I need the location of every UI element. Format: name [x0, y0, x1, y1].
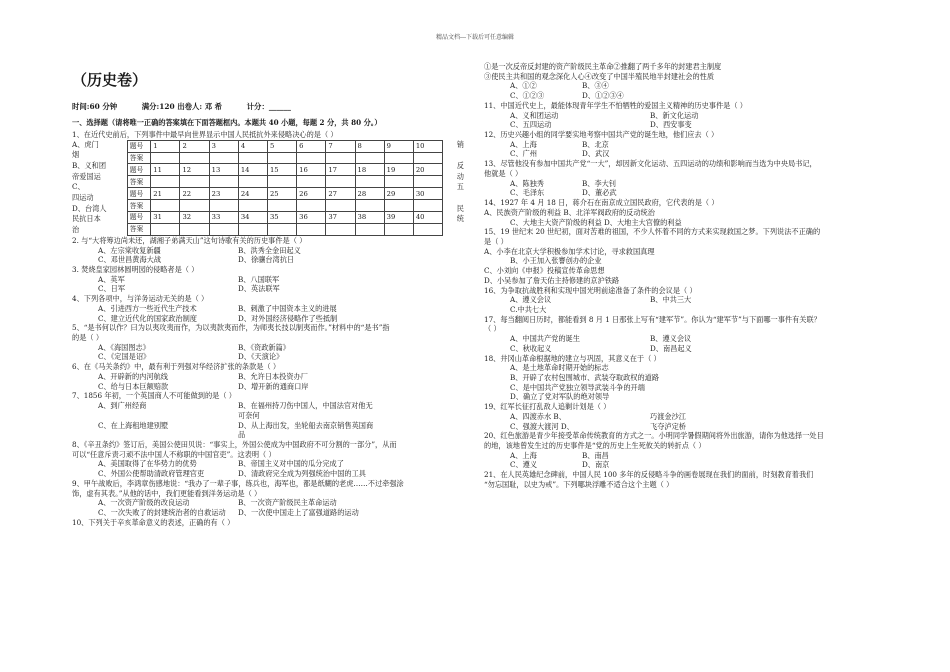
- answer-cell[interactable]: [151, 152, 180, 164]
- option-row: [72, 401, 464, 420]
- answer-option: B、帝国主义对中国的瓜分完成了: [238, 459, 344, 469]
- page-header-note: 精品文档---下载后可任意编辑: [435, 34, 515, 41]
- answer-cell[interactable]: [413, 176, 442, 188]
- answer-cell[interactable]: [180, 176, 209, 188]
- answer-table-cell: 27: [326, 188, 355, 200]
- answer-cell[interactable]: [209, 176, 238, 188]
- question-line: 21、在人民英雄纪念碑前，中国人民 100 多年的反侵略斗争的画卷展现在我们的面前，时刻教育着我们: [484, 470, 814, 480]
- answer-option: D、《天演论》: [238, 352, 284, 362]
- answer-cell[interactable]: [297, 223, 326, 235]
- answer-table-cell: 9: [384, 140, 413, 152]
- question-1-option-fragment: 销: [456, 139, 464, 149]
- answer-table-cell: 8: [355, 140, 384, 152]
- answer-option: A、遵义会议: [510, 295, 552, 305]
- option-row: [484, 305, 884, 315]
- answer-cell[interactable]: [180, 200, 209, 212]
- answer-table-cell: 1: [151, 140, 180, 152]
- answer-option: C.中共七大: [510, 304, 547, 314]
- exam-meta: [72, 102, 464, 112]
- option-line: D、确立了党对军队的绝对领导: [510, 392, 610, 402]
- question-line: 7、1856 年初，一个英国商人不可能做到的是（ ）: [72, 391, 236, 401]
- question-line: 4、下列各项中，与洋务运动无关的是（ ）: [72, 294, 209, 304]
- option-row: [484, 422, 884, 432]
- answer-table-cell: 10: [413, 140, 442, 152]
- question-1-option-fragment: D、台湾人: [72, 203, 107, 213]
- question-line: C、小刘向《申报》投稿宣传革命思想: [484, 266, 605, 276]
- answer-option: C、五四运动: [510, 120, 552, 130]
- answer-option: A、中国共产党的诞生: [510, 334, 580, 344]
- option-row: [72, 304, 464, 314]
- question-1-option-fragment: 反: [456, 161, 464, 171]
- answer-option: B、允许日本投资办厂: [238, 371, 308, 381]
- option-row: [484, 91, 884, 101]
- answer-option: [650, 305, 790, 315]
- answer-option: D、徐骧台湾抗日: [238, 255, 295, 265]
- answer-table-cell: 14: [238, 164, 267, 176]
- answer-table-cell: 12: [180, 164, 209, 176]
- answer-table-cell: 28: [355, 188, 384, 200]
- answer-table-cell: 题号: [127, 212, 151, 224]
- answer-table-cell: 6: [297, 140, 326, 152]
- answer-option: B、新文化运动: [650, 110, 699, 120]
- answer-cell[interactable]: [297, 176, 326, 188]
- answer-cell[interactable]: [326, 200, 355, 212]
- question-line: 16、为争取抗战胜利和实现中国光明前途准备了条件的会议是（ ）: [484, 285, 697, 295]
- question-line: “勿忘国耻，以史为戒”。下列哪块浮雕不适合这个主题（ ）: [484, 479, 674, 489]
- option-row: [484, 120, 884, 130]
- question-1-option-fragment: 统: [456, 214, 464, 224]
- option-row: [484, 295, 884, 305]
- option-row: [72, 508, 464, 518]
- answer-option: B、一次资产阶级民主革命运动: [238, 498, 337, 508]
- question-line: 10、下列关于辛亥革命意义的表述，正确的有（ ）: [72, 517, 235, 527]
- option-row: [72, 382, 464, 392]
- answer-cell[interactable]: [267, 200, 296, 212]
- answer-table-cell: 7: [326, 140, 355, 152]
- question-1-option-fragment: 民: [456, 203, 464, 213]
- answer-table-cell: 29: [384, 188, 413, 200]
- option-row: [72, 246, 464, 256]
- option-row: [72, 343, 464, 353]
- answer-cell[interactable]: [384, 200, 413, 212]
- answer-option: A、美国取得了在华势力的优势: [98, 459, 197, 469]
- answer-option: 巧渡金沙江: [650, 411, 686, 421]
- question-1-option-fragment: B、义和团: [72, 161, 107, 171]
- answer-cell[interactable]: [413, 223, 442, 235]
- option-row: [484, 111, 884, 121]
- answer-table-cell: 40: [413, 212, 442, 224]
- option-row: [72, 469, 464, 479]
- answer-option: B、遵义会议: [650, 334, 692, 344]
- option-line: B、开辟了农村包围城市、武装夺取政权的道路: [510, 373, 660, 382]
- left-questions: [72, 236, 464, 528]
- answer-cell[interactable]: [297, 152, 326, 164]
- question-1-stem: 1、在近代史前后，下列事件中最早向世界显示中国人民抵抗外来侵略决心的是（ ）: [72, 129, 338, 139]
- answer-option: C、《定国是诏》: [98, 352, 151, 362]
- question-1-option-fragment: 烟: [72, 150, 80, 160]
- answer-option: B、刺激了中国资本主义的进展: [238, 303, 337, 313]
- answer-table-cell: 3: [209, 140, 238, 152]
- answer-option: B、李大钊: [582, 178, 617, 188]
- option-row: [72, 459, 464, 469]
- option-row: [72, 275, 464, 285]
- option-row: [484, 81, 884, 91]
- option-row: [72, 372, 464, 382]
- option-row: [72, 352, 464, 362]
- exam-grade: 计分：______: [246, 102, 292, 112]
- option-row: [72, 498, 464, 508]
- answer-cell[interactable]: [209, 200, 238, 212]
- answer-option: C、邓世昌黄海大战: [98, 255, 162, 265]
- option-row: [484, 179, 884, 189]
- answer-option: C、毛泽东: [510, 188, 545, 198]
- answer-table-cell: 38: [355, 212, 384, 224]
- question-line: 15、19 世纪末 20 世纪初，面对苦难的祖国，不少人怀着不同的方式来实现救国之梦。下列说法不正确的: [484, 227, 821, 237]
- answer-option: C、一次失败了的封建统治者的自救运动: [98, 507, 226, 517]
- answer-table-cell: 25: [267, 188, 296, 200]
- answer-table-row: [127, 223, 442, 235]
- exam-time: 时间:60 分钟: [72, 102, 118, 112]
- question-line: 他就是（ ）: [484, 168, 523, 178]
- question-line: 3. 焚烧皇家园林圆明园的侵略者是（ ）: [72, 265, 199, 275]
- option-line: C、是中国共产党独立领导武装斗争的开端: [510, 382, 645, 392]
- option-row: [484, 460, 884, 470]
- answer-table-row: [127, 212, 442, 224]
- left-column: [72, 70, 464, 527]
- answer-option: A、上海: [510, 450, 537, 460]
- answer-table-row: [127, 140, 442, 152]
- answer-cell[interactable]: [326, 223, 355, 235]
- answer-table-cell: 24: [238, 188, 267, 200]
- exam-title: （历史卷）: [72, 71, 148, 89]
- answer-option: B、北京: [582, 139, 609, 149]
- answer-table-cell: 5: [267, 140, 296, 152]
- answer-table-cell: 22: [180, 188, 209, 200]
- question-line: 17、每当翻阅日历时，都能看到 8 月 1 日那张上写有“建军节”。你认为“建军节”与下面哪一事件有关联？: [484, 314, 821, 324]
- question-line: A、小李在北京大学积极参加学术讨论，寻求救国真理: [484, 246, 655, 256]
- answer-option: D、对外国经济侵略作了些抵制: [238, 313, 338, 323]
- answer-option: A、上海: [510, 139, 537, 149]
- answer-option: B、南昌: [582, 450, 609, 460]
- option-row: [484, 188, 884, 198]
- answer-table-cell: 34: [238, 212, 267, 224]
- answer-table-cell: 题号: [127, 140, 151, 152]
- answer-cell[interactable]: [238, 223, 267, 235]
- answer-table-cell: 2: [180, 140, 209, 152]
- option-row: [484, 451, 884, 461]
- answer-table-cell: 答案: [127, 176, 151, 188]
- answer-cell[interactable]: [180, 223, 209, 235]
- answer-table-cell: 4: [238, 140, 267, 152]
- answer-option: D、西安事变: [650, 120, 692, 130]
- question-line: ③使民主共和国的观念深化人心④改变了中国半殖民地半封建社会的性质: [484, 71, 715, 81]
- answer-cell[interactable]: [238, 200, 267, 212]
- answer-table-cell: 36: [297, 212, 326, 224]
- answer-table-cell: 33: [209, 212, 238, 224]
- answer-option: B、洪秀全金田起义: [238, 245, 301, 255]
- answer-cell[interactable]: [151, 200, 180, 212]
- option-line: B、小王加入张謇创办的企业: [510, 256, 602, 266]
- answer-option: A、到广州经商: [98, 401, 147, 411]
- answer-table-cell: 39: [384, 212, 413, 224]
- question-1-option-fragment: 帝爱国运: [72, 171, 101, 181]
- answer-cell[interactable]: [326, 152, 355, 164]
- answer-option: A、陈独秀: [510, 178, 544, 188]
- answer-table-cell: 37: [326, 212, 355, 224]
- question-line: 14、1927 年 4 月 18 日，蒋介石在南京成立国民政府，它代表的是（ ）: [484, 198, 719, 208]
- option-line: A、是土地革命时期开始的标志: [510, 363, 609, 373]
- answer-cell[interactable]: [180, 152, 209, 164]
- option-row: [484, 412, 884, 422]
- answer-table-cell: 17: [326, 164, 355, 176]
- answer-option: B、八国联军: [238, 274, 280, 284]
- answer-table-cell: 题号: [127, 164, 151, 176]
- answer-table-row: [127, 188, 442, 200]
- answer-option: C、强渡大渡河 D、: [510, 421, 574, 431]
- answer-table-cell: 答案: [127, 152, 151, 164]
- answer-table-cell: 21: [151, 188, 180, 200]
- question-line: 饰，虚有其表。”从他的话中，我们更能看到洋务运动是（ ）: [72, 488, 262, 498]
- answer-option: A、①②: [510, 81, 537, 91]
- answer-option: 飞夺泸定桥: [650, 421, 686, 431]
- answer-cell[interactable]: [384, 176, 413, 188]
- answer-option: A、义和团运动: [510, 110, 559, 120]
- answer-option: C、给与日本巨额赔款: [98, 381, 169, 391]
- answer-cell[interactable]: [267, 176, 296, 188]
- answer-cell[interactable]: [355, 176, 384, 188]
- answer-table-cell: 答案: [127, 223, 151, 235]
- question-line: （ ）: [484, 324, 501, 334]
- answer-cell[interactable]: [413, 200, 442, 212]
- answer-cell[interactable]: [267, 152, 296, 164]
- question-1-option-fragment: 民抗日本: [72, 214, 101, 224]
- answer-option: C、广州: [510, 149, 538, 159]
- question-1-option-fragment: [445, 150, 464, 161]
- question-line: 19、红军长征打乱敌人追剿计划是（ ）: [484, 402, 611, 412]
- exam-score: 满分:120 出卷人: 邓 希: [141, 102, 223, 112]
- answer-table-cell: 30: [413, 188, 442, 200]
- answer-table-cell: 23: [209, 188, 238, 200]
- question-line: ①是一次反帝反封建的资产阶级民主革命②推翻了两千多年的封建君主制度: [484, 62, 722, 71]
- question-line: 6、在《马关条约》中，最有利于列强对华经济扩张的条款是（ ）: [72, 362, 281, 372]
- answer-cell[interactable]: [326, 176, 355, 188]
- answer-table-row: [127, 176, 442, 188]
- answer-option: D、南京: [582, 460, 610, 470]
- question-1-option-fragment: 治: [72, 225, 80, 235]
- answer-cell[interactable]: [151, 176, 180, 188]
- answer-option: C、秋收起义: [510, 343, 552, 353]
- answer-option: C、日军: [98, 284, 126, 294]
- answer-cell[interactable]: [355, 200, 384, 212]
- option-row: [484, 344, 884, 354]
- question-line: 20、红色旅游是青少年接受革命传统教育的方式之一。小明同学暑假期间将外出旅游，请你为他选择一处目: [484, 431, 824, 441]
- option-row: [72, 255, 464, 265]
- question-line: D、小吴参加了詹天佑主持修建的京沪铁路: [484, 275, 620, 285]
- answer-option: D、①②③④: [582, 91, 624, 101]
- question-1-option-fragment: [445, 225, 464, 236]
- answer-table-cell: 32: [180, 212, 209, 224]
- option-row: [72, 284, 464, 294]
- question-line: A、民族资产阶级的利益 B、北洋军阀政府的反动统治: [484, 207, 655, 217]
- question-line: 9、甲午战败后，李鸿章伤感地说：“我办了一辈子事，练兵也，海军也，都是纸糊的老虎……不过牵强涂: [72, 478, 404, 488]
- option-line: C、大地主大资产阶级的利益 D、大地主大官僚的利益: [510, 217, 682, 227]
- answer-option: D、英法联军: [238, 284, 280, 294]
- answer-option: D、董必武: [582, 188, 617, 198]
- answer-option: C、遵义: [510, 460, 538, 470]
- answer-option: B、③④: [582, 81, 609, 91]
- question-line: 的是（ ）: [72, 333, 104, 343]
- answer-option: C、建立近代化的国家政治制度: [98, 313, 197, 323]
- answer-table-cell: 15: [267, 164, 296, 176]
- option-row: [72, 314, 464, 324]
- question-1-option-fragment: 动: [456, 171, 464, 181]
- answer-cell[interactable]: [355, 152, 384, 164]
- question-line: 8、《辛丑条约》签订后，美国公使田贝说：“事实上，外国公使成为中国政府不可分割的一部分”，从而: [72, 439, 397, 449]
- question-line: 是（ ）: [484, 236, 508, 246]
- answer-table-cell: 31: [151, 212, 180, 224]
- right-column: [484, 62, 884, 490]
- answer-table-cell: 题号: [127, 188, 151, 200]
- answer-option: D、清政府完全成为列强统治中国的工具: [238, 469, 366, 479]
- question-1-option-fragment: 四运动: [72, 193, 94, 203]
- answer-table-cell: 答案: [127, 200, 151, 212]
- question-1-options-right: [445, 140, 464, 236]
- answer-cell[interactable]: [297, 200, 326, 212]
- answer-table-row: [127, 152, 442, 164]
- question-line: 18、井冈山革命根据地的建立与巩固，其意义在于（ ）: [484, 353, 661, 363]
- answer-option: D、武汉: [582, 149, 610, 159]
- answer-cell[interactable]: [413, 152, 442, 164]
- section-heading: 一、选择题（请将唯一正确的答案填在下面答题框内。本题共 40 小题，每题 2 分，共 80 分。）: [72, 118, 382, 128]
- answer-option: A、左宗棠收复新疆: [98, 245, 161, 255]
- answer-option: C、外国公使帮助清政府管理官吏: [98, 469, 205, 479]
- question-1-option-fragment: C、: [72, 182, 85, 192]
- answer-cell[interactable]: [151, 223, 180, 235]
- answer-option: B、《资政新篇》: [238, 342, 290, 352]
- option-row: [484, 149, 884, 159]
- question-1-options-left: [72, 140, 125, 236]
- question-line: 2. 与“大将筹边尚未还，湖湘子弟满天山”这句诗歌有关的历史事件是（ ）: [72, 235, 307, 245]
- question-line: 5、“是书何以作？曰为以夷攻夷而作，为以夷款夷而作，为师夷长技以制夷而作。”材料中的“是书”指: [72, 323, 390, 333]
- answer-option: A、四渡赤水 B、: [510, 411, 566, 421]
- question-line: 13、尽管他没有参加中国共产党“一大”，却因新文化运动、五四运动的功绩和影响而当选为中央局书记，: [484, 159, 817, 169]
- option-row: [72, 421, 464, 440]
- answer-table-cell: 13: [209, 164, 238, 176]
- answer-grid-area: [72, 140, 464, 236]
- answer-table: [127, 140, 443, 236]
- question-line: 可以“任意斥责刁顽不法中国人不称职的中国官吏”。这表明（ ）: [72, 449, 276, 459]
- answer-cell[interactable]: [209, 223, 238, 235]
- answer-option: D、增开新的通商口岸: [238, 381, 309, 391]
- question-line: 12、历史兴趣小组的同学要实地考察中国共产党的诞生地，他们应去（ ）: [484, 130, 719, 140]
- answer-option: A、开辟新的内河航线: [98, 371, 168, 381]
- answer-option: D、从上海出发，坐轮船去南京销售英国商品: [238, 420, 374, 440]
- answer-cell[interactable]: [238, 176, 267, 188]
- answer-cell[interactable]: [267, 223, 296, 235]
- answer-table-row: [127, 164, 442, 176]
- answer-option: A、《海国图志》: [98, 342, 150, 352]
- answer-table-cell: 16: [297, 164, 326, 176]
- answer-option: A、一次资产阶级的改良运动: [98, 498, 190, 508]
- answer-option: D、南昌起义: [650, 343, 692, 353]
- question-1-option-fragment: A、虎门: [72, 139, 99, 149]
- answer-cell[interactable]: [355, 223, 384, 235]
- answer-option: D、一次使中国走上了富强道路的运动: [238, 507, 359, 517]
- answer-table-cell: 20: [413, 164, 442, 176]
- option-row: [484, 334, 884, 344]
- answer-option: A、英军: [98, 274, 125, 284]
- answer-cell[interactable]: [209, 152, 238, 164]
- answer-option: C、①②③: [510, 91, 545, 101]
- question-1-option-fragment: [445, 193, 464, 204]
- question-line: 11、中国近代史上，最能体现青年学生不怕牺牲的爱国主义精神的历史事件是（ ）: [484, 100, 747, 110]
- answer-option: B、中共三大: [650, 295, 692, 305]
- answer-cell[interactable]: [238, 152, 267, 164]
- question-line: 的地，该地曾发生过的历史事件是“党的历史上生死攸关的转折点（ ）: [484, 441, 706, 451]
- option-row: [484, 140, 884, 150]
- answer-table-row: [127, 200, 442, 212]
- answer-option: C、在上海租地建别墅: [98, 420, 169, 430]
- answer-table-cell: 11: [151, 164, 180, 176]
- answer-cell[interactable]: [384, 223, 413, 235]
- answer-option: B、在福州持刀伤中国人，中国法官对他无可奈何: [238, 401, 373, 420]
- answer-table-cell: 19: [384, 164, 413, 176]
- answer-table-cell: 26: [297, 188, 326, 200]
- answer-table-cell: 18: [355, 164, 384, 176]
- answer-cell[interactable]: [384, 152, 413, 164]
- answer-table-cell: 35: [267, 212, 296, 224]
- question-1-option-fragment: 五: [456, 182, 464, 192]
- answer-option: A、引进西方一些近代生产技术: [98, 303, 197, 313]
